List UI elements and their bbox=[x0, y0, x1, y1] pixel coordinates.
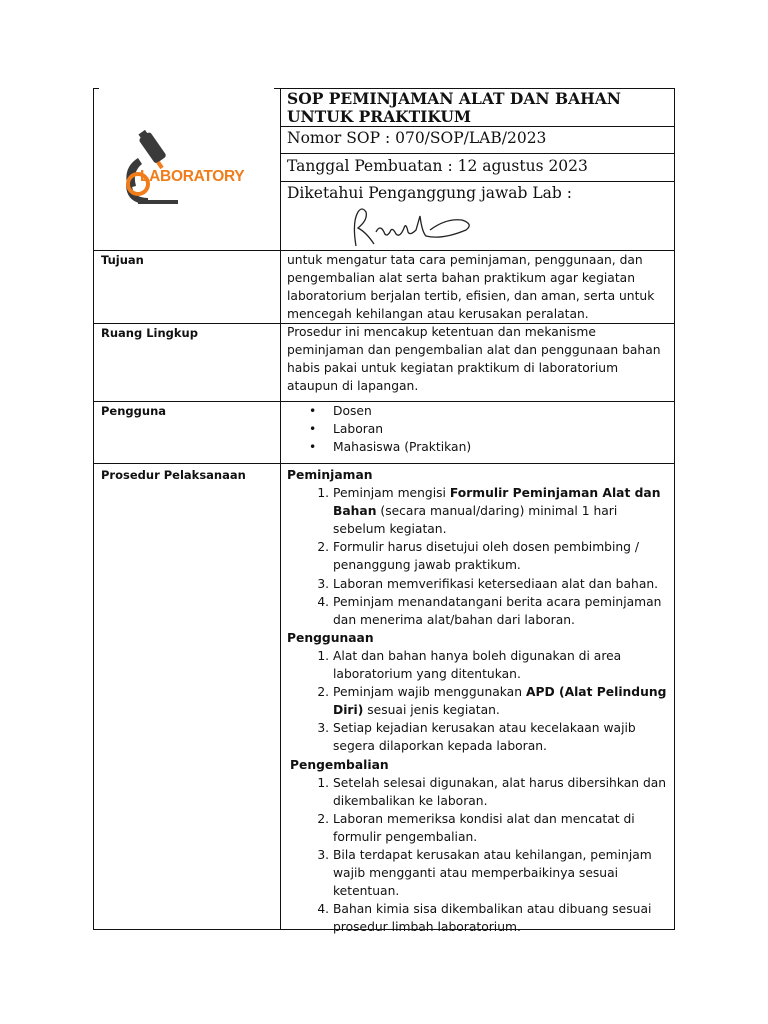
list-item: 4. Peminjam menandatangani berita acara peminjaman dan menerima alat/bahan dari laboran. bbox=[333, 593, 672, 629]
approver-label: Diketahui Penganggung jawab Lab : bbox=[287, 184, 572, 202]
list-item: 3. Bila terdapat kerusakan atau kehilangan, peminjam wajib mengganti atau memperbaikinya sesuai ketentuan. bbox=[333, 846, 672, 900]
creation-date: Tanggal Pembuatan : 12 agustus 2023 bbox=[287, 157, 588, 175]
list-item: 2. Peminjam wajib menggunakan APD (Alat Pelindung Diri) sesuai jenis kegiatan. bbox=[333, 683, 672, 719]
list-item: • Dosen bbox=[309, 404, 372, 418]
list-item: 1. Peminjam mengisi Formulir Peminjaman Alat dan Bahan (secara manual/daring) minimal 1 hari sebelum kegiatan. bbox=[333, 484, 672, 538]
signature bbox=[346, 202, 476, 250]
laboratory-logo bbox=[118, 128, 258, 210]
ruang-lingkup-text: Prosedur ini mencakup ketentuan dan mekanisme peminjaman dan pengembalian alat dan penggunaan bahan habis pakai untuk kegiatan praktikum di laboratorium ataupun di lapangan. bbox=[287, 325, 661, 394]
prosedur-label: Prosedur Pelaksanaan bbox=[101, 468, 246, 482]
pengguna-label: Pengguna bbox=[101, 404, 167, 418]
logo-text: LABORATORY bbox=[140, 168, 245, 185]
pengembalian-heading: Pengembalian bbox=[290, 757, 389, 772]
list-item: 2. Formulir harus disetujui oleh dosen pembimbing / penanggung jawab praktikum. bbox=[333, 538, 672, 574]
list-item: 3. Laboran memverifikasi ketersediaan alat dan bahan. bbox=[333, 575, 672, 593]
list-item: 1. Alat dan bahan hanya boleh digunakan di area laboratorium yang ditentukan. bbox=[333, 647, 672, 683]
penggunaan-heading: Penggunaan bbox=[287, 630, 374, 645]
tujuan-text: untuk mengatur tata cara peminjaman, penggunaan, dan pengembalian alat serta bahan praktikum agar kegiatan laboratorium berjalan tertib, efisien, dan aman, serta untuk mencegah kehilangan atau kerusakan peralatan. bbox=[287, 253, 655, 322]
peminjaman-heading: Peminjaman bbox=[287, 468, 373, 482]
list-item: 3. Setiap kejadian kerusakan atau kecelakaan wajib segera dilaporkan kepada laboran. bbox=[333, 719, 672, 755]
prosedur-content bbox=[287, 466, 672, 936]
list-item: • Laboran bbox=[309, 422, 384, 437]
tujuan-label: Tujuan bbox=[101, 253, 144, 267]
list-item: 4. Bahan kimia sisa dikembalikan atau dibuang sesuai prosedur limbah laboratorium. bbox=[333, 900, 672, 936]
list-item: 2. Laboran memeriksa kondisi alat dan mencatat di formulir pengembalian. bbox=[333, 810, 672, 846]
pengguna-list bbox=[287, 402, 672, 456]
ruang-lingkup-label: Ruang Lingkup bbox=[101, 326, 198, 340]
sop-title: SOP PEMINJAMAN ALAT DAN BAHAN UNTUK PRAKTIKUM bbox=[287, 89, 621, 126]
sop-number: Nomor SOP : 070/SOP/LAB/2023 bbox=[287, 129, 547, 147]
list-item: 1. Setelah selesai digunakan, alat harus dibersihkan dan dikembalikan ke laboran. bbox=[333, 774, 672, 810]
list-item: • Mahasiswa (Praktikan) bbox=[309, 440, 472, 455]
